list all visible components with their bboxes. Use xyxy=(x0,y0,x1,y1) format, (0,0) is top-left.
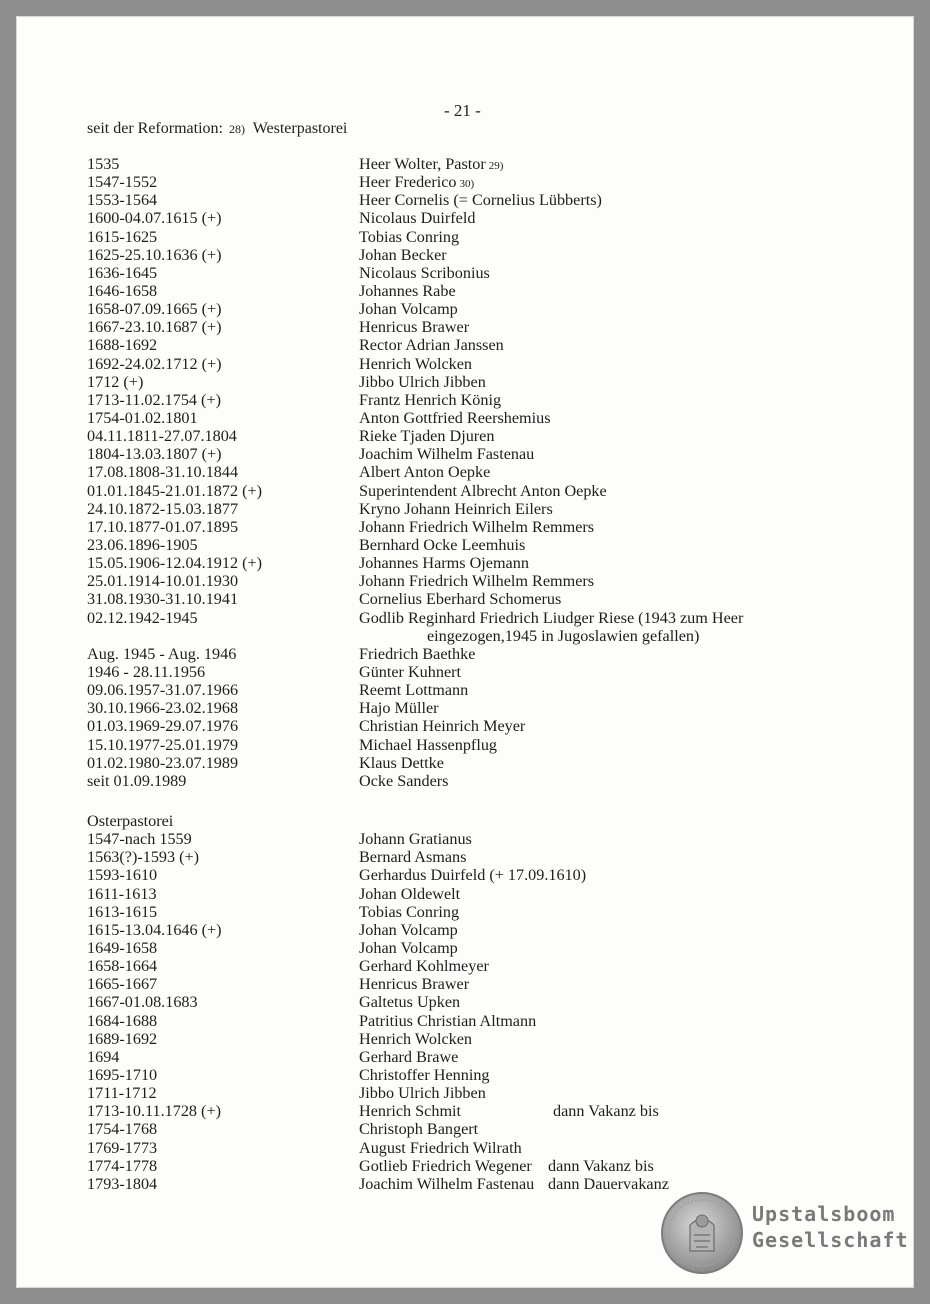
pastor-name xyxy=(359,866,586,884)
pastor-name xyxy=(359,282,456,300)
pastor-name-text: Heer Cornelis (= Cornelius Lübberts) xyxy=(359,191,602,210)
pastor-name-text: Johann Gratianus xyxy=(359,830,472,849)
pastor-name-text: Patritius Christian Altmann xyxy=(359,1011,537,1030)
term-dates: 1692-24.02.1712 (+) xyxy=(87,354,222,373)
pastor-name xyxy=(359,609,743,627)
pastor-name xyxy=(359,1102,461,1120)
pastor-name xyxy=(359,300,458,318)
list-item xyxy=(87,1047,459,1066)
pastor-name-text: Johann Friedrich Wilhelm Remmers xyxy=(359,572,595,591)
pastor-name-text: Johan Volcamp xyxy=(359,300,458,319)
pastor-name xyxy=(359,409,551,427)
pastor-name xyxy=(359,191,602,209)
pastor-name-text: Albert Anton Oepke xyxy=(359,463,491,482)
term-dates: 02.12.1942-1945 xyxy=(87,608,198,627)
pastor-name-text: Johannes Rabe xyxy=(359,281,456,300)
vacancy-note: dann Dauervakanz xyxy=(548,1174,669,1193)
list-item xyxy=(87,1174,669,1193)
pastor-name-text: Bernard Asmans xyxy=(359,848,467,867)
pastor-name-text: Johan Volcamp xyxy=(359,920,458,939)
term-dates: 1649-1658 xyxy=(87,938,158,957)
section-heading xyxy=(87,120,347,138)
list-item xyxy=(87,1102,659,1121)
pastor-name xyxy=(359,355,472,373)
list-item xyxy=(87,884,461,903)
logo-text xyxy=(752,1201,909,1253)
osterpastorei-section xyxy=(87,812,669,1193)
pastor-name-text: Frantz Henrich König xyxy=(359,390,502,409)
pastor-name xyxy=(359,1012,536,1030)
term-dates: 1667-23.10.1687 (+) xyxy=(87,318,222,337)
term-dates: 1563(?)-1593 (+) xyxy=(87,848,200,867)
pastor-name-text: Tobias Conring xyxy=(359,902,460,921)
list-item xyxy=(87,1084,486,1103)
pastor-name xyxy=(359,903,459,921)
term-dates: 09.06.1957-31.07.1966 xyxy=(87,681,239,700)
pastor-name xyxy=(359,681,468,699)
osterpastorei-title: Osterpastorei xyxy=(87,812,174,830)
pastor-name xyxy=(359,957,489,975)
pastor-name-text: Cornelius Eberhard Schomerus xyxy=(359,590,562,609)
list-item xyxy=(87,1011,537,1030)
pastor-name-text: Johan Oldewelt xyxy=(359,884,461,903)
list-item xyxy=(87,866,587,885)
document-page xyxy=(16,16,914,1288)
pastor-name xyxy=(359,373,486,391)
pastor-name xyxy=(359,699,439,717)
pastor-name xyxy=(359,1139,522,1157)
term-dates: 1712 (+) xyxy=(87,372,144,391)
footnote-ref: 30) xyxy=(459,178,475,191)
pastor-name-text: Galtetus Upken xyxy=(359,993,461,1012)
pastor-name xyxy=(359,155,503,175)
pastor-name-text: Jibbo Ulrich Jibben xyxy=(359,1084,486,1103)
pastor-name xyxy=(359,391,501,409)
list-item xyxy=(87,993,461,1012)
pastor-name-text: Henrich Schmit xyxy=(359,1102,462,1121)
list-item xyxy=(87,848,467,867)
pastor-name xyxy=(359,264,490,282)
pastor-name xyxy=(359,993,460,1011)
pastor-name xyxy=(359,500,553,518)
footnote-ref: 29) xyxy=(488,160,504,172)
term-dates: 1553-1564 xyxy=(87,191,158,210)
heading-prefix: seit der Reformation: xyxy=(87,120,223,137)
term-dates: 1615-13.04.1646 (+) xyxy=(87,920,222,939)
term-dates: 1711-1712 xyxy=(87,1084,157,1103)
pastor-name xyxy=(359,975,469,993)
pastor-name-text: Jibbo Ulrich Jibben xyxy=(359,372,486,391)
term-dates: 01.02.1980-23.07.1989 xyxy=(87,753,239,772)
term-dates: 1793-1804 xyxy=(87,1174,158,1193)
pastor-name-text: Johann Friedrich Wilhelm Remmers xyxy=(359,517,595,536)
pastor-name-text: Henricus Brawer xyxy=(359,975,470,994)
term-dates: 01.03.1969-29.07.1976 xyxy=(87,717,239,736)
pastor-name-text: Henricus Brawer xyxy=(359,318,470,337)
term-dates: 1600-04.07.1615 (+) xyxy=(87,209,222,228)
page-number: - 21 - xyxy=(444,101,481,120)
seal-icon xyxy=(660,1191,744,1275)
pastor-name-text: Gotlieb Friedrich Wegener xyxy=(359,1156,532,1175)
term-dates: 1611-1613 xyxy=(87,884,157,903)
pastor-name-text: Johannes Harms Ojemann xyxy=(359,554,529,573)
footnote-ref: 28) xyxy=(228,122,245,136)
term-dates: 1636-1645 xyxy=(87,263,158,282)
pastor-name-text: Tobias Conring xyxy=(359,227,460,246)
pastor-name xyxy=(359,939,458,957)
pastor-name-text: Gerhard Brawe xyxy=(359,1047,459,1066)
pastor-name xyxy=(359,173,474,193)
pastor-name xyxy=(359,228,459,246)
list-item xyxy=(87,1156,654,1175)
logo-line-2: Gesellschaft xyxy=(752,1228,909,1252)
term-dates: 1689-1692 xyxy=(87,1029,158,1048)
term-dates: 1667-01.08.1683 xyxy=(87,993,198,1012)
term-dates: 1694 xyxy=(87,1047,120,1066)
pastor-name xyxy=(359,717,525,735)
term-dates: 15.10.1977-25.01.1979 xyxy=(87,735,239,754)
term-dates: 1658-07.09.1665 (+) xyxy=(87,300,222,319)
pastor-name-text: Michael Hassenpflug xyxy=(359,735,498,754)
pastor-name-text: Klaus Dettke xyxy=(359,753,444,772)
term-dates: 30.10.1966-23.02.1968 xyxy=(87,699,239,718)
term-dates: 1613-1615 xyxy=(87,902,158,921)
term-dates: 1713-11.02.1754 (+) xyxy=(87,390,221,409)
pastor-name xyxy=(359,1120,478,1138)
term-dates: 1535 xyxy=(87,155,120,173)
pastor-name-text: Hajo Müller xyxy=(359,699,439,718)
pastor-name-text: August Friedrich Wilrath xyxy=(359,1138,522,1157)
list-item xyxy=(87,1120,479,1139)
pastor-name-text: Joachim Wilhelm Fastenau xyxy=(359,445,535,464)
pastor-name-text: Christoph Bangert xyxy=(359,1120,479,1139)
pastor-name xyxy=(359,336,504,354)
pastor-name xyxy=(359,445,534,463)
pastor-name xyxy=(359,518,594,536)
term-dates: 1713-10.11.1728 (+) xyxy=(87,1102,221,1121)
pastor-name-text: Reemt Lottmann xyxy=(359,681,469,700)
term-dates: 23.06.1896-1905 xyxy=(87,535,198,554)
pastor-name xyxy=(359,1048,458,1066)
pastor-name-text: Ocke Sanders xyxy=(359,771,449,790)
pastor-name-text: Anton Gottfried Reershemius xyxy=(359,408,551,427)
pastor-name-text: Christoffer Henning xyxy=(359,1065,490,1084)
term-dates: 1754-01.02.1801 xyxy=(87,408,198,427)
pastor-name xyxy=(359,209,475,227)
list-item xyxy=(87,1138,522,1157)
pastor-name-text: Gerhard Kohlmeyer xyxy=(359,957,489,976)
term-dates: 1684-1688 xyxy=(87,1011,158,1030)
pastor-name xyxy=(359,885,460,903)
term-dates: 17.08.1808-31.10.1844 xyxy=(87,463,239,482)
pastor-name xyxy=(359,246,447,264)
pastor-name-text: Christian Heinrich Meyer xyxy=(359,717,526,736)
term-dates: 17.10.1877-01.07.1895 xyxy=(87,517,239,536)
term-dates: 1688-1692 xyxy=(87,336,158,355)
term-dates: 1547-nach 1559 xyxy=(87,830,192,849)
pastor-name-text: Bernhard Ocke Leemhuis xyxy=(359,535,526,554)
pastor-name xyxy=(359,921,458,939)
term-dates: 1547-1552 xyxy=(87,173,158,192)
pastor-name xyxy=(359,848,466,866)
term-dates: 1774-1778 xyxy=(87,1156,158,1175)
pastor-name xyxy=(359,427,494,445)
pastor-name xyxy=(359,463,490,481)
term-dates: 04.11.1811-27.07.1804 xyxy=(87,427,237,446)
term-dates: 1615-1625 xyxy=(87,227,158,246)
pastor-name xyxy=(359,645,475,663)
pastor-name xyxy=(359,590,561,608)
pastor-name xyxy=(359,1084,486,1102)
term-dates: seit 01.09.1989 xyxy=(87,771,187,790)
pastor-name xyxy=(359,1066,490,1084)
term-dates: 01.01.1845-21.01.1872 (+) xyxy=(87,481,263,500)
term-dates: 1804-13.03.1807 (+) xyxy=(87,445,222,464)
term-dates: 15.05.1906-12.04.1912 (+) xyxy=(87,554,263,573)
pastor-name xyxy=(359,572,594,590)
list-item xyxy=(87,920,458,939)
pastor-name-text: Kryno Johann Heinrich Eilers xyxy=(359,499,553,518)
pastor-name xyxy=(359,1175,534,1193)
term-dates: 31.08.1930-31.10.1941 xyxy=(87,590,239,609)
term-dates: 1665-1667 xyxy=(87,975,158,994)
pastor-name-text: Henrich Wolcken xyxy=(359,1029,473,1048)
term-dates: 1625-25.10.1636 (+) xyxy=(87,245,222,264)
pastor-name-text: Rector Adrian Janssen xyxy=(359,336,504,355)
pastor-name xyxy=(359,1157,532,1175)
list-item xyxy=(87,1065,490,1084)
pastor-name-text: Heer Wolter, Pastor xyxy=(359,155,486,173)
pastor-name xyxy=(359,536,525,554)
pastor-note-continuation: eingezogen,1945 in Jugoslawien gefallen) xyxy=(427,626,700,645)
pastor-name-text: Joachim Wilhelm Fastenau xyxy=(359,1174,535,1193)
term-dates: 1769-1773 xyxy=(87,1138,158,1157)
list-item xyxy=(87,957,489,976)
pastor-name xyxy=(359,318,469,336)
pastor-name xyxy=(359,772,448,790)
pastor-name-text: Rieke Tjaden Djuren xyxy=(359,427,495,446)
list-item xyxy=(87,1029,473,1048)
pastor-name-text: Henrich Wolcken xyxy=(359,354,473,373)
pastor-name xyxy=(359,754,444,772)
list-item xyxy=(87,902,460,921)
pastor-name-text: Godlib Reginhard Friedrich Liudger Riese (1943 zum Heer xyxy=(359,608,744,627)
list-item xyxy=(87,975,470,994)
pastor-name xyxy=(359,830,472,848)
heading-title: Westerpastorei xyxy=(252,120,348,137)
term-dates: 25.01.1914-10.01.1930 xyxy=(87,572,239,591)
vacancy-note: dann Vakanz bis xyxy=(548,1156,654,1175)
pastor-name xyxy=(359,482,607,500)
upstalsboom-logo xyxy=(660,1191,910,1281)
term-dates: 1754-1768 xyxy=(87,1120,158,1139)
pastor-name-text: Gerhardus Duirfeld (+ 17.09.1610) xyxy=(359,866,587,885)
pastor-name-text: Heer Frederico xyxy=(359,173,457,192)
term-dates: 1946 - 28.11.1956 xyxy=(87,662,206,681)
term-dates: 24.10.1872-15.03.1877 xyxy=(87,499,239,518)
vacancy-note: dann Vakanz bis xyxy=(553,1102,659,1121)
pastor-name xyxy=(359,1030,472,1048)
pastor-name-text: Johan Volcamp xyxy=(359,938,458,957)
pastor-name-text: Nicolaus Scribonius xyxy=(359,263,490,282)
osterpastorei-list xyxy=(87,830,669,1193)
term-dates: 1658-1664 xyxy=(87,957,158,976)
pastor-name-text: Nicolaus Duirfeld xyxy=(359,209,476,228)
term-dates: 1593-1610 xyxy=(87,866,158,885)
list-item xyxy=(87,938,458,957)
list-item xyxy=(87,830,472,849)
term-dates: 1695-1710 xyxy=(87,1065,158,1084)
pastor-name-text: Superintendent Albrecht Anton Oepke xyxy=(359,481,607,500)
term-dates: Aug. 1945 - Aug. 1946 xyxy=(87,644,237,663)
pastor-name xyxy=(359,554,529,572)
pastor-name xyxy=(359,663,461,681)
term-dates: 1646-1658 xyxy=(87,281,158,300)
pastor-name xyxy=(359,736,497,754)
logo-line-1: Upstalsboom xyxy=(752,1202,896,1226)
pastor-name-text: Günter Kuhnert xyxy=(359,662,462,681)
pastor-name-text: Johan Becker xyxy=(359,245,447,264)
pastor-name-text: Friedrich Baethke xyxy=(359,644,476,663)
